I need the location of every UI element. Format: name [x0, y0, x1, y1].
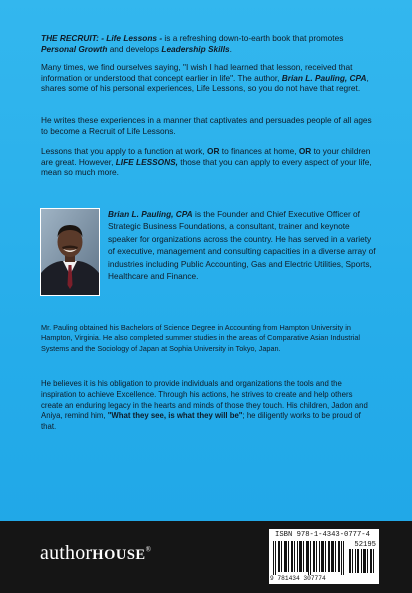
motto: "What they see, is what they will be"	[107, 411, 243, 421]
author-photo	[40, 208, 100, 296]
author-bio: Brian L. Pauling, CPA is the Founder and Chief Executive Officer of Strategic Business Foundations, a consultant, trainer and keynote speaker for organizations across the country. He has served in a variety of executive, management and consulting capacities in a diverse array of industries including Public Accounting, Gas and Electric Utilities, Sports, Healthcare and Finance.	[108, 209, 376, 282]
education-paragraph: Mr. Pauling obtained his Bachelors of Science Degree in Accounting from Hampton University in Hampton, Virginia. He also completed summer studies in the areas of Comparative Asian Industrial Systems and the Sociology of Japan at Sophia University in Tokyo, Japan.	[41, 323, 361, 353]
approach-paragraph: He writes these experiences in a manner that captivates and persuades people of all ages to become a Recruit of Life Lessons.	[41, 115, 372, 136]
quote-paragraph: Many times, we find ourselves saying, "I wish I had learned that lesson, received that information or understood that concept earlier in life". The author, Brian L. Pauling, CPA, shares some of his personal experiences, Life Lessons, so you do not have that regret.	[41, 62, 369, 93]
price-code: 52195	[354, 541, 376, 549]
publisher-logo: authorHOUSE®	[40, 542, 152, 564]
isbn-number: ISBN 978-1-4343-0777-4	[275, 531, 370, 539]
book-title: THE RECRUIT: - Life Lessons -	[41, 33, 163, 43]
intro-paragraph: THE RECRUIT: - Life Lessons - is a refreshing down-to-earth book that promotes Personal Growth and develops Leadership Skills.	[41, 33, 344, 54]
barcode-digits: 9 781434 307774	[270, 575, 326, 582]
bio-author-name: Brian L. Pauling, CPA	[108, 209, 193, 219]
author-portrait-icon	[41, 209, 99, 295]
lessons-paragraph: Lessons that you apply to a function at work, OR to finances at home, OR to your children are great. However, LIFE LESSONS, those that you can apply to every aspect of your life, mean so much more.	[41, 146, 372, 177]
isbn-barcode	[269, 529, 379, 584]
price-barcode-icon	[349, 549, 376, 573]
legacy-paragraph: He believes it is his obligation to provide individuals and organizations the tools and the inspiration to achieve Excellence. Through his actions, he strives to create and help others create an enduring legacy in the hearts and minds of those they touch. His children, Jadon and Aniya, remind him, "What they see, is what they will be"; he diligently works to be proud of that.	[41, 379, 368, 432]
ean-barcode-icon	[273, 541, 345, 575]
author-name: Brian L. Pauling, CPA	[281, 72, 367, 83]
